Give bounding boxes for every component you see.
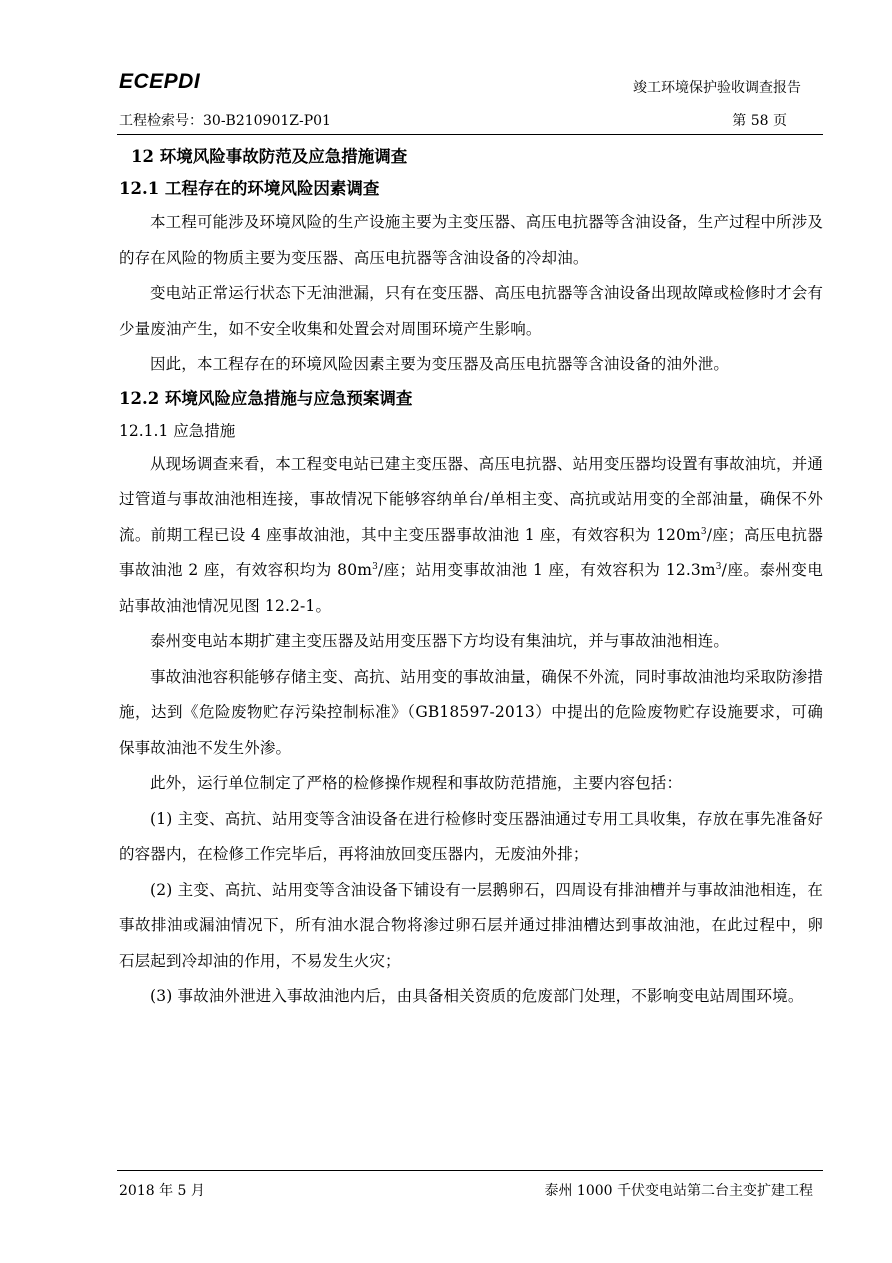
superscript: 3 <box>700 526 707 537</box>
paragraph: 变电站正常运行状态下无油泄漏，只有在变压器、高压电抗器等含油设备出现故障或检修时才会有少量废油产生，如不安全收集和处置会对周围环境产生影响。 <box>119 284 823 338</box>
text-run: /座；站用变事故油池 1 座，有效容积为 12.3m <box>377 561 716 579</box>
text-run: /座；高压电抗器事故油池 2 座，有效容积均为 80m <box>119 525 823 579</box>
doc-number: 工程检索号：30-B210901Z-P01 <box>119 113 331 129</box>
paragraph: 此外，运行单位制定了严格的检修操作规程和事故防范措施，主要内容包括： <box>150 774 683 792</box>
report-title: 竣工环境保护验收调查报告 <box>633 80 801 96</box>
company-logo: ECEPDI <box>119 70 201 93</box>
sub-subsection-title: 12.1.1 应急措施 <box>119 421 236 440</box>
subsection-title-12-2: 12.2 环境风险应急措施与应急预案调查 <box>119 388 413 408</box>
footer-date: 2018 年 5 月 <box>119 1183 205 1199</box>
subsection-title-12-1: 12.1 工程存在的环境风险因素调查 <box>119 179 380 198</box>
header-divider <box>117 134 823 135</box>
page-number: 第 58 页 <box>732 113 787 129</box>
footer-project-name: 泰州 1000 千伏变电站第二台主变扩建工程 <box>544 1183 813 1199</box>
text-run: 从现场调查来看，本工程变电站已建主变压器、高压电抗器、站用变压器均设置有事故油坑，并通过管道与事故油池相连接，事故情况下能够容纳单台/单相主变、高抗或站用变的全部油量，确保不外流。前期工程已设 4 座事故油池，其中主变压器事故油池 1 座，有效容积为 120m <box>119 454 823 544</box>
paragraph: 事故油池容积能够存储主变、高抗、站用变的事故油量，确保不外流，同时事故油池均采取防渗措施，达到《危险废物贮存污染控制标准》（GB18597-2013）中提出的危险废物贮存设施要求，可确保事故油池不发生外渗。 <box>119 667 823 757</box>
list-item: (2) 主变、高抗、站用变等含油设备下铺设有一层鹅卵石，四周设有排油槽并与事故油池相连，在事故排油或漏油情况下，所有油水混合物将渗过卵石层并通过排油槽达到事故油池，在此过程中，卵石层起到冷却油的作用，不易发生火灾； <box>119 880 823 970</box>
paragraph: 泰州变电站本期扩建主变压器及站用变压器下方均设有集油坑，并与事故油池相连。 <box>150 632 730 650</box>
paragraph: 本工程可能涉及环境风险的生产设施主要为主变压器、高压电抗器等含油设备，生产过程中所涉及的存在风险的物质主要为变压器、高压电抗器等含油设备的冷却油。 <box>119 213 823 267</box>
superscript: 3 <box>715 561 722 572</box>
paragraph: 因此，本工程存在的环境风险因素主要为变压器及高压电抗器等含油设备的油外泄。 <box>150 355 730 373</box>
list-item: (1) 主变、高抗、站用变等含油设备在进行检修时变压器油通过专用工具收集，存放在事先准备好的容器内，在检修工作完毕后，再将油放回变压器内，无废油外排； <box>119 809 823 863</box>
list-item: (3) 事故油外泄进入事故油池内后，由具备相关资质的危废部门处理，不影响变电站周围环境。 <box>150 987 804 1005</box>
main-content <box>119 141 823 1015</box>
footer-divider <box>117 1170 823 1171</box>
text-run: /座。泰州变电站事故油池情况见图 12.2-1。 <box>119 561 823 615</box>
paragraph-oil-pit <box>119 447 823 625</box>
section-title: 12 环境风险事故防范及应急措施调查 <box>131 147 408 166</box>
superscript: 3 <box>372 561 378 572</box>
